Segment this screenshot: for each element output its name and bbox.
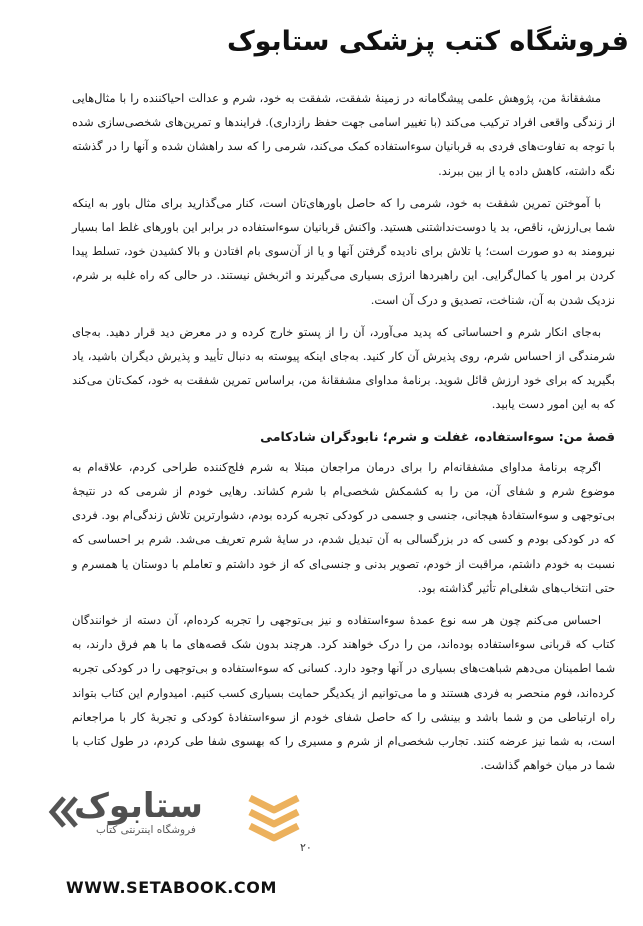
site-url: WWW.SETABOOK.COM bbox=[66, 878, 277, 897]
setabook-watermark bbox=[44, 780, 364, 848]
section-heading: قصهٔ من: سوءاستفاده، غفلت و شرم؛ نابودگران شادکامی bbox=[260, 428, 615, 444]
page-header-title: فروشگاه کتب پزشکی ستابوک bbox=[226, 26, 629, 57]
paragraph: به‌جای انکار شرم و احساساتی که پدید می‌آورد، آن را از پستو خارج کرده و در معرض دید قرار دهید. به‌جای شرمندگی از احساس شرم، روی پذیرش آن کار کنید. به‌جای اینکه پیوسته به دنبال تأیید و پذیرش دیگران باشید، یاد بگیرید که برای خود ارزش قائل شوید. برنامهٔ مداوای مشفقانهٔ من، براساس تمرین شفقت به خود، کمک‌تان می‌کند که به این امور دست یابید. bbox=[72, 324, 615, 412]
body-text bbox=[72, 86, 615, 785]
watermark-store-text: فروشگاه اینترنتی کتاب bbox=[96, 824, 196, 836]
paragraph: با آموختن تمرین شفقت به خود، شرمی را که حاصل باورهای‌تان است، کنار می‌گذارید برای مثال باور به اینکه شما بی‌ارزش، ناقص، بد یا دوست‌نداشتنی هستید. واکنش قربانیان سوءاستفاده در برابر این باورهای غلط اما بسیار نیرومند به دو صورت است؛ یا تلاش برای نادیده گرفتن آنها و یا از آن‌سوی بام افتادن و بالا کشیدن خود، تسلط پیدا کردن بر امور یا کمال‌گرایی. این راهبردها انرژی بسیاری می‌گیرند و اثربخش نیستند. در حالی که راه غلبه بر شرم، نزدیک شدن به آن، شناخت، تصدیق و درک آن است. bbox=[72, 195, 615, 307]
book-stack-logo-icon bbox=[244, 784, 304, 844]
watermark-logo-text: ستابوک bbox=[74, 786, 203, 826]
page-number: ۲۰ bbox=[300, 841, 312, 854]
paragraph: اگرچه برنامهٔ مداوای مشفقانه‌ام را برای درمان مراجعان مبتلا به شرم فلج‌کننده طراحی کردم، علاقه‌ام به موضوع شرم و شفای آن، من را به کشمکش شخصی‌ام با شرم کشاند. رهایی خودم از شرمی که در نتیجهٔ بی‌توجهی و سوءاستفادهٔ هیجانی، جنسی و جسمی در کودکی تجربه کرده بودم، دشوارترین تلاش زندگی‌ام بود. فردی که در کودکی بودم و کسی که در بزرگسالی به آن تبدیل شدم، در سایهٔ شرم تعریف می‌شد. شرم بر احساسی که نسبت به خودم داشتم، مراقبت از خودم، تصویر بدنی و جنسی‌ای که از خود داشتم و تعاملم با دوستان یا همسرم و حتی انتخاب‌های شغلی‌ام تأثیر گذاشته بود. bbox=[72, 459, 615, 595]
paragraph: مشفقانهٔ من، پژوهش علمی پیشگامانه در زمینهٔ شفقت، شفقت به خود، شرم و عدالت احیاکننده را با مثال‌هایی از زندگی واقعی افراد ترکیب می‌کند (با تغییر اسامی جهت حفظ رازداری). فرایندها و تمرین‌های شخصی‌سازی شده با توجه به تفاوت‌های فردی به قربانیان سوءاستفاده کمک می‌کند، شرمی را که سد راهشان شده و آنها را در گذشته نگه داشته، کاهش داده یا از بین ببرند. bbox=[72, 91, 615, 178]
paragraph: احساس می‌کنم چون هر سه نوع عمدهٔ سوءاستفاده و نیز بی‌توجهی را تجربه کرده‌ام، آن دسته از خوانندگان کتاب که قربانی سوءاستفاده بوده‌اند، من را درک خواهند کرد. هرچند بدون شک قصه‌های ما با هم فرق دارند، به شما اطمینان می‌دهم شباهت‌های بسیاری در آنها وجود دارد. کسانی که سوءاستفاده و بی‌توجهی را در کودکی تجربه کرده‌اند، فوم منحصر به فردی هستند و ما می‌توانیم از یکدیگر حمایت بسیاری کسب کنیم. امیدوارم این کتاب بتواند راه ارتباطی من و شما باشد و بینشی را که حاصل شفای خودم از سوءاستفادهٔ کودکی و تجربهٔ کار با مراجعانم است، به شما نیز عرضه کنند. تجارب شخصی‌ام از شرم و مسیری را که بهسوی شفا طی کردم، در طول کتاب با شما در میان خواهم گذاشت. bbox=[72, 613, 615, 773]
